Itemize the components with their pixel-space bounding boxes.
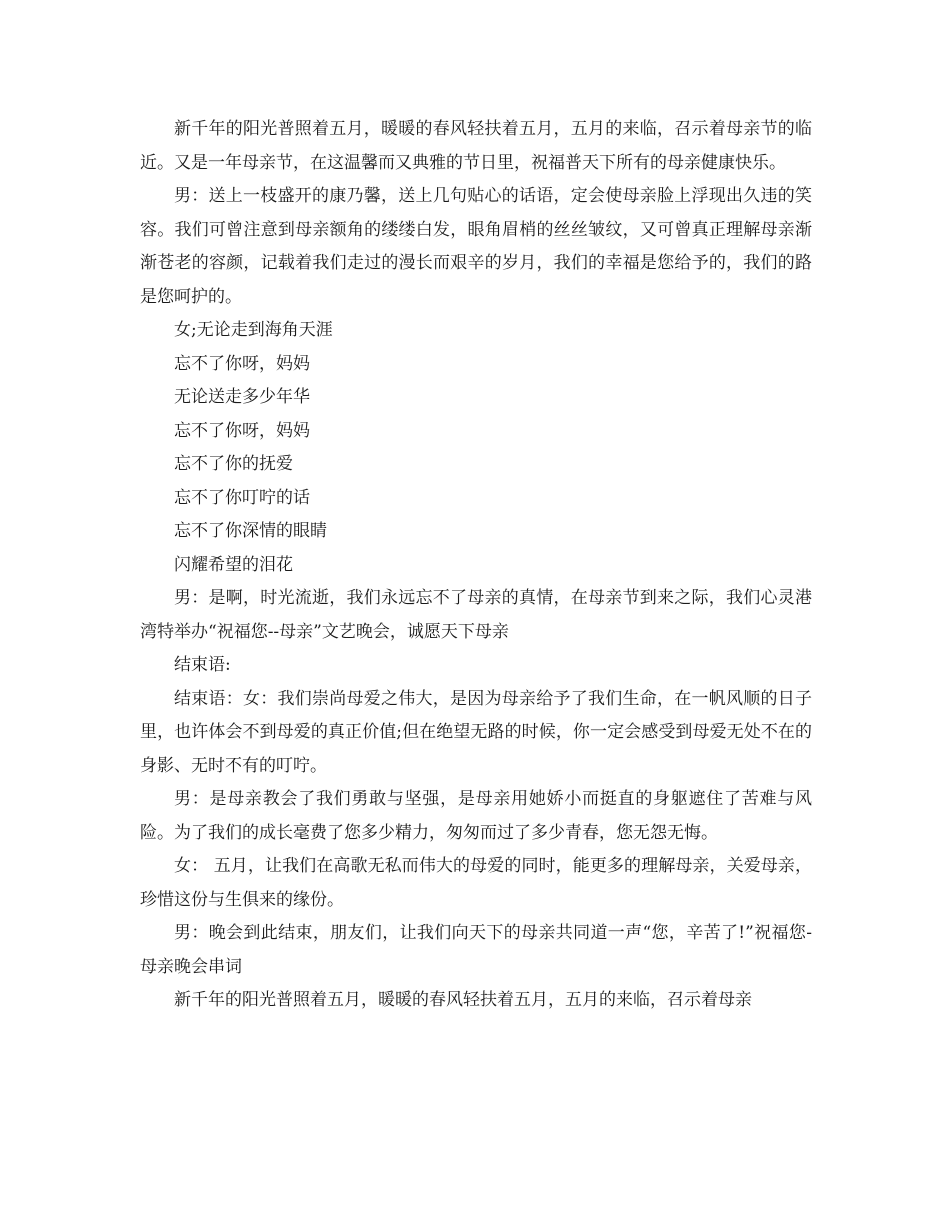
paragraph-male-1: 男：送上一枝盛开的康乃馨，送上几句贴心的话语，定会使母亲脸上浮现出久违的笑容。我们可曾注意到母亲额角的缕缕白发，眼角眉梢的丝丝皱纹，又可曾真正理解母亲渐渐苍老的容颜，记载着我们走过的漫长而艰辛的岁月，我们的幸福是您给予的，我们的路是您呵护的。 [140, 186, 812, 307]
document-body [140, 113, 812, 1018]
paragraph-closing-male: 男：是母亲教会了我们勇敢与坚强，是母亲用她娇小而挺直的身躯遮住了苦难与风险。为了我们的成长毫费了您多少精力，匆匆而过了多少青春，您无怨无悔。 [140, 789, 812, 843]
paragraph-closing-male-2: 男：晚会到此结束，朋友们，让我们向天下的母亲共同道一声“您，辛苦了!”祝福您-母亲晚会串词 [140, 923, 812, 977]
paragraph-male-2: 男：是啊，时光流逝，我们永远忘不了母亲的真情，在母亲节到来之际，我们心灵港湾特举办“祝福您--母亲”文艺晚会，诚愿天下母亲 [140, 588, 812, 642]
poem-line: 忘不了你深情的眼睛 [174, 521, 327, 541]
poem-line: 闪耀希望的泪花 [174, 554, 293, 575]
paragraph-repeat-intro: 新千年的阳光普照着五月，暖暖的春风轻扶着五月，五月的来临，召示着母亲 [174, 990, 752, 1010]
poem-line: 忘不了你的抚爱 [174, 454, 293, 474]
paragraph-closing-female: 结束语：女：我们崇尚母爱之伟大，是因为母亲给予了我们生命，在一帆风顺的日子里，也许体会不到母爱的真正价值;但在绝望无路的时候，你一定会感受到母爱无处不在的身影、无时不有的叮咛。 [140, 688, 812, 776]
poem-line: 忘不了你叮咛的话 [174, 487, 310, 508]
paragraph-intro: 新千年的阳光普照着五月，暖暖的春风轻扶着五月，五月的来临，召示着母亲节的临近。又是一年母亲节，在这温馨而又典雅的节日里，祝福普天下所有的母亲健康快乐。 [140, 119, 812, 173]
closing-heading: 结束语: [174, 655, 231, 675]
poem-line: 无论送走多少年华 [174, 387, 310, 407]
poem-line: 忘不了你呀，妈妈 [174, 353, 310, 374]
poem-line: 女;无论走到海角天涯 [174, 320, 333, 340]
paragraph-closing-female-2: 女： 五月，让我们在高歌无私而伟大的母爱的同时，能更多的理解母亲，关爱母亲，珍惜这份与生俱来的缘份。 [140, 856, 812, 910]
poem-line: 忘不了你呀，妈妈 [174, 420, 310, 441]
